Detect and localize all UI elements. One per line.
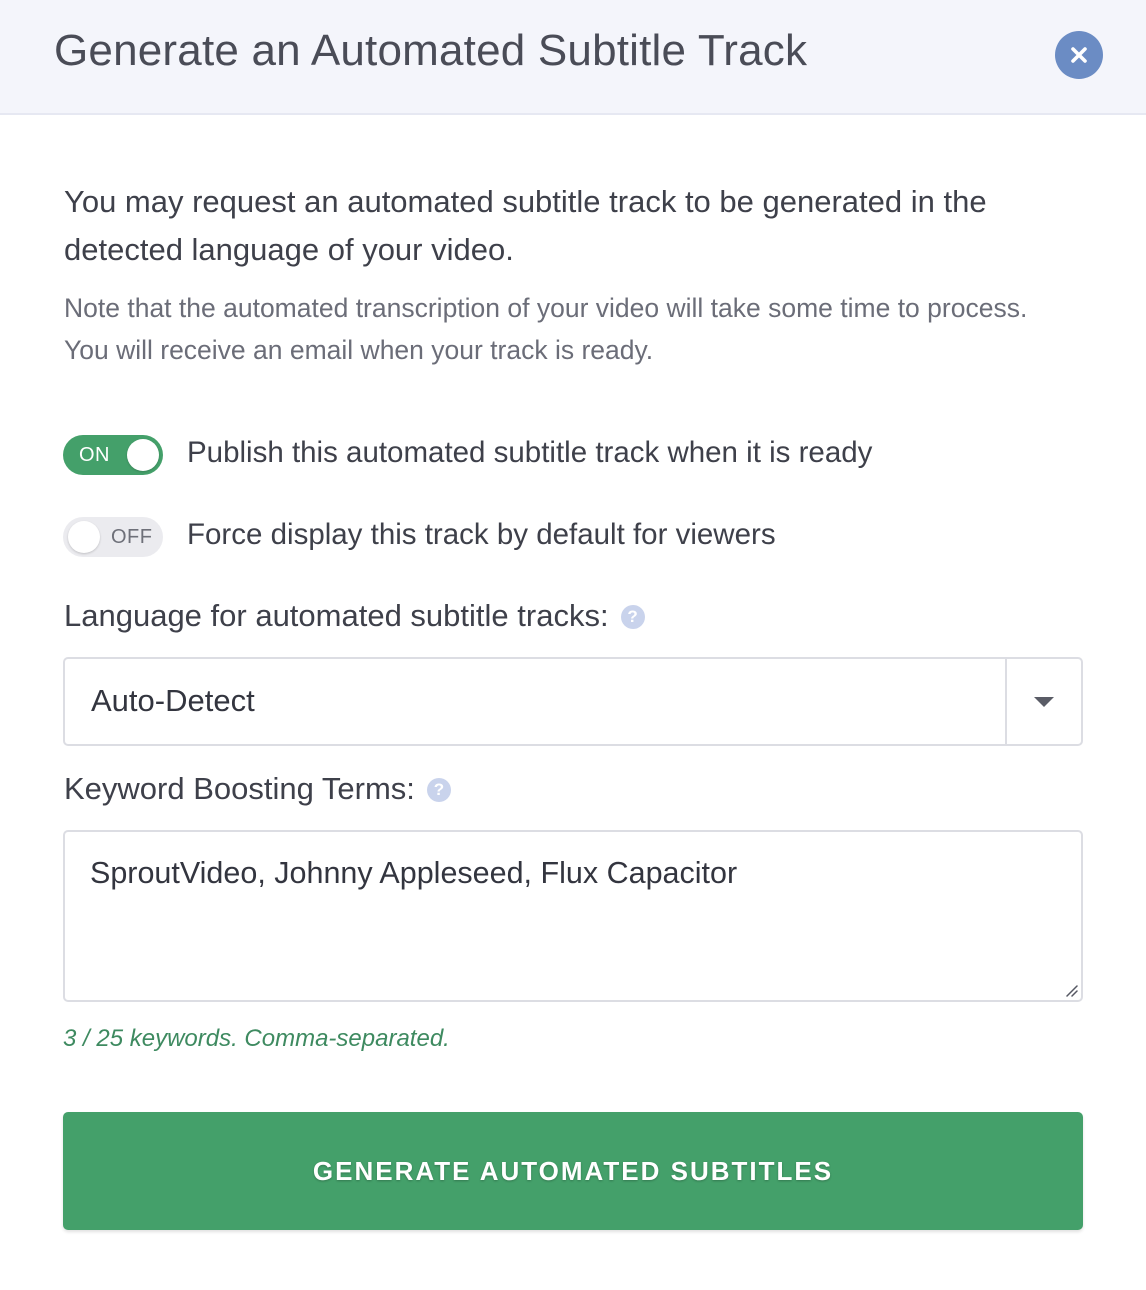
keywords-label-row xyxy=(64,771,451,807)
modal-title: Generate an Automated Subtitle Track xyxy=(54,26,808,75)
language-label-row xyxy=(64,598,645,634)
publish-toggle-state: ON xyxy=(79,444,110,466)
generate-subtitles-button[interactable] xyxy=(63,1112,1083,1230)
chevron-down-icon[interactable] xyxy=(1034,697,1054,707)
resize-handle-icon[interactable] xyxy=(1062,981,1078,997)
force-display-toggle-label: Force display this track by default for viewers xyxy=(187,518,776,551)
keywords-label: Keyword Boosting Terms: xyxy=(64,771,415,806)
processing-note: Note that the automated transcription of your video will take some time to process. You will receive an email when your track is ready. xyxy=(64,293,1028,365)
force-display-toggle[interactable] xyxy=(63,517,163,557)
keywords-hint: 3 / 25 keywords. Comma-separated. xyxy=(63,1025,450,1052)
toggle-knob xyxy=(68,521,100,553)
publish-toggle-label: Publish this automated subtitle track when it is ready xyxy=(187,436,873,469)
publish-toggle[interactable] xyxy=(63,435,163,475)
language-select-value: Auto-Detect xyxy=(91,683,255,718)
help-icon[interactable]: ? xyxy=(427,778,451,802)
intro-text: You may request an automated subtitle track to be generated in the detected language of your video. xyxy=(64,184,987,267)
close-icon xyxy=(1069,45,1089,65)
toggle-knob xyxy=(127,439,159,471)
help-icon[interactable]: ? xyxy=(621,605,645,629)
select-divider xyxy=(1005,659,1007,744)
generate-subtitles-button-label: GENERATE AUTOMATED SUBTITLES xyxy=(312,1156,834,1186)
language-label: Language for automated subtitle tracks: xyxy=(64,598,609,633)
publish-toggle-row xyxy=(63,435,1063,475)
close-button[interactable] xyxy=(1055,31,1103,79)
keywords-textarea[interactable] xyxy=(63,830,1083,1002)
language-select[interactable] xyxy=(63,657,1083,746)
keywords-textarea-value: SproutVideo, Johnny Appleseed, Flux Capacitor xyxy=(90,856,738,890)
force-display-toggle-state: OFF xyxy=(111,526,153,548)
force-display-toggle-row xyxy=(63,517,1063,557)
modal-header xyxy=(0,0,1146,115)
